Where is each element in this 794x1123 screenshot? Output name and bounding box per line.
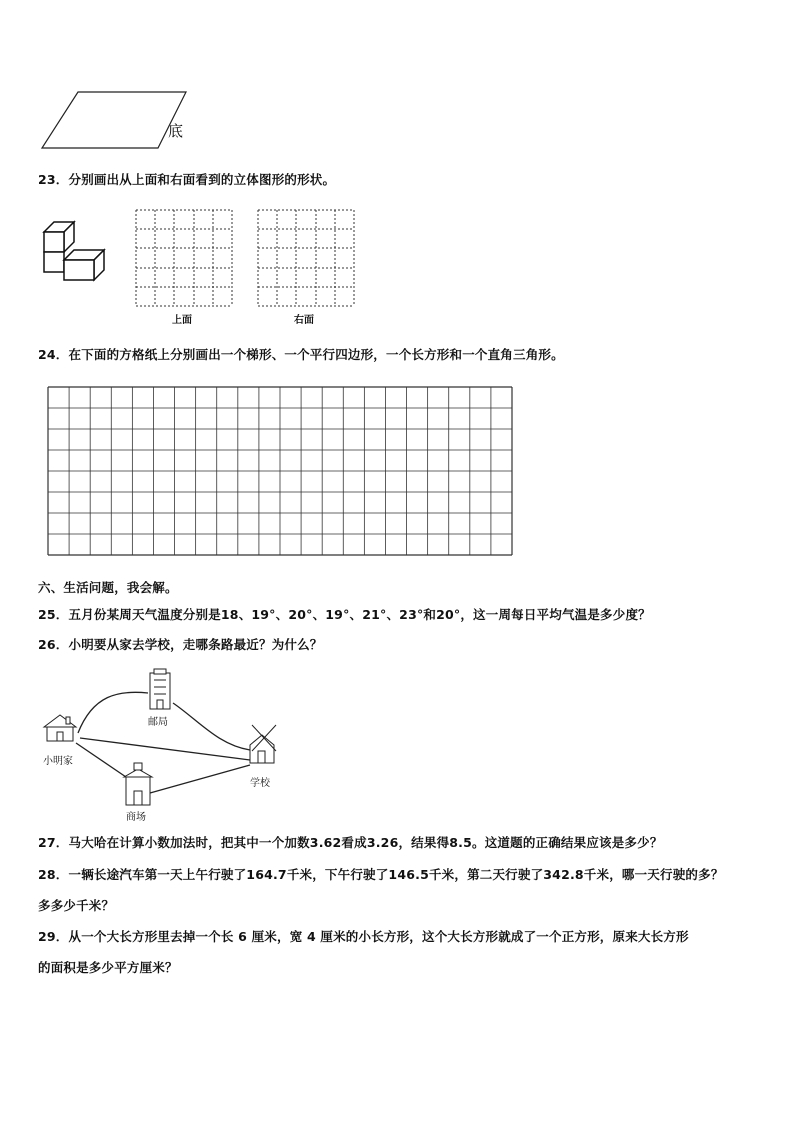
grid-top-label: 上面	[172, 315, 192, 326]
question-23: 23．分别画出从上面和右面看到的立体图形的形状。	[38, 172, 336, 187]
route-map	[38, 665, 298, 825]
section-6-title: 六、生活问题，我会解。	[38, 580, 178, 595]
mall-icon	[124, 763, 152, 805]
grid-right-view[interactable]	[258, 210, 356, 308]
base-label: 底	[168, 122, 184, 140]
question-29-line1: 29．从一个大长方形里去掉一个长 6 厘米，宽 4 厘米的小长方形，这个大长方形就成了一个正方形，原来大长方形	[38, 929, 689, 944]
square-grid-paper[interactable]	[46, 385, 514, 557]
place-school: 学校	[250, 778, 270, 789]
place-post-office: 邮局	[148, 717, 168, 728]
grid-top-view[interactable]	[136, 210, 234, 308]
grid-right-label: 右面	[294, 315, 314, 326]
place-mall: 商场	[126, 812, 146, 823]
question-24: 24．在下面的方格纸上分别画出一个梯形、一个平行四边形，一个长方形和一个直角三角形。	[38, 347, 564, 362]
question-27: 27．马大哈在计算小数加法时，把其中一个加数3.62看成3.26，结果得8.5。这道题的正确结果应该是多少？	[38, 835, 663, 850]
question-28-line2: 多多少千米？	[38, 898, 115, 913]
question-29-line2: 的面积是多少平方厘米？	[38, 960, 178, 975]
cube-figure	[42, 220, 108, 282]
school-icon	[250, 725, 276, 763]
question-28-line1: 28．一辆长途汽车第一天上午行驶了164.7千米，下午行驶了146.5千米，第二天行驶了342.8千米，哪一天行驶的多？	[38, 867, 724, 882]
post-office-icon	[150, 669, 170, 709]
home-icon	[44, 715, 76, 741]
question-26: 26．小明要从家去学校，走哪条路最近？为什么？	[38, 637, 323, 652]
place-home: 小明家	[43, 756, 73, 767]
question-25: 25．五月份某周天气温度分别是18、19°、20°、19°、21°、23°和20°，这一周每日平均气温是多少度？	[38, 607, 651, 622]
